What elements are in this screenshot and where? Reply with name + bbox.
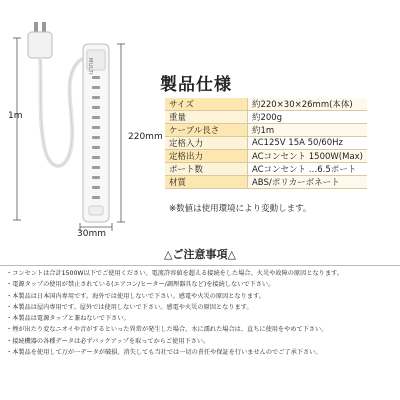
spec-table bbox=[165, 98, 367, 189]
spec-key: ケーブル長さ bbox=[165, 124, 247, 137]
caution-item: ・ 本製品は日本国内専用です。海外では使用しないで下さい。感電や火災の原因となります。 bbox=[6, 291, 396, 302]
spec-key: 材質 bbox=[165, 176, 247, 189]
caution-item: ・ 煙が出たり変なニオイや音がするといった異常が発生した場合、水に濡れた場合は、直ちに使用をやめて下さい。 bbox=[6, 324, 396, 335]
outlet-slot bbox=[92, 136, 100, 139]
outlet-slot bbox=[92, 116, 100, 119]
divider bbox=[0, 265, 400, 266]
spec-key: 定格入力 bbox=[165, 137, 247, 150]
spec-row bbox=[165, 150, 367, 163]
caution-item: ・ 本製品を使用して万が一データが破損、消失しても当社では一切の責任や保証を行いませんのでご了承下さい。 bbox=[6, 347, 396, 358]
outlet-slot bbox=[92, 176, 100, 179]
outlet-slot bbox=[92, 196, 100, 199]
caution-item: ・ 接続機器の各種データは必ずバックアップを取ってからご使用下さい。 bbox=[6, 336, 396, 347]
outlet-slot bbox=[92, 106, 100, 109]
width-label: 30mm bbox=[77, 229, 106, 239]
outlet-slot bbox=[92, 146, 100, 149]
spec-key: 重量 bbox=[165, 111, 247, 124]
outlet-slot bbox=[92, 86, 100, 89]
caution-item: ・ コンセントは合計1500W以下でご使用ください。電流許容値を超える接続をした場合、火災や故障の原因となります。 bbox=[6, 268, 396, 279]
spec-value: ACコンセント …6.5ポート bbox=[247, 163, 367, 176]
outlet-slot bbox=[92, 76, 100, 79]
cord-length-label: 1m bbox=[8, 111, 23, 121]
spec-row bbox=[165, 98, 367, 111]
length-label: 220mm bbox=[128, 132, 163, 142]
power-strip-drawing bbox=[0, 0, 165, 250]
spec-key: サイズ bbox=[165, 98, 247, 111]
spec-title: 製品仕様 bbox=[160, 75, 232, 95]
caution-list bbox=[6, 268, 396, 358]
spec-row bbox=[165, 124, 367, 137]
outlet-slot bbox=[92, 96, 100, 99]
spec-value: AC125V 15A 50/60Hz bbox=[247, 137, 367, 150]
spec-row bbox=[165, 111, 367, 124]
caution-item: ・ 本製品は電源タップと兼ねないで下さい。 bbox=[6, 313, 396, 324]
spec-value: 約200g bbox=[247, 111, 367, 124]
spec-row bbox=[165, 137, 367, 150]
caution-item: ・ 本製品は屋内専用です。屋外では使用しないで下さい。感電や火災の原因となります。 bbox=[6, 302, 396, 313]
outlet-slot bbox=[92, 186, 100, 189]
spec-row bbox=[165, 176, 367, 189]
outlet-slot bbox=[92, 156, 100, 159]
spec-note: ※数値は使用環境により変動します。 bbox=[169, 204, 312, 214]
spec-key: ポート数 bbox=[165, 163, 247, 176]
product-label: MULTI bbox=[87, 58, 93, 76]
spec-row bbox=[165, 163, 367, 176]
caution-item: ・ 電源タップの使用が禁止されている(エアコン/ヒーター/調理器具など)を接続しないで下さい。 bbox=[6, 279, 396, 290]
spec-value: ABS/ポリカーボネート bbox=[247, 176, 367, 189]
spec-value: 約1m bbox=[247, 124, 367, 137]
product-illustration bbox=[0, 0, 165, 250]
spec-value: 約220×30×26mm(本体) bbox=[247, 98, 367, 111]
spec-value: ACコンセント 1500W(Max) bbox=[247, 150, 367, 163]
outlet-slot bbox=[92, 166, 100, 169]
caution-title: △ご注意事項△ bbox=[164, 248, 236, 261]
spec-key: 定格出力 bbox=[165, 150, 247, 163]
outlet-slot bbox=[92, 126, 100, 129]
